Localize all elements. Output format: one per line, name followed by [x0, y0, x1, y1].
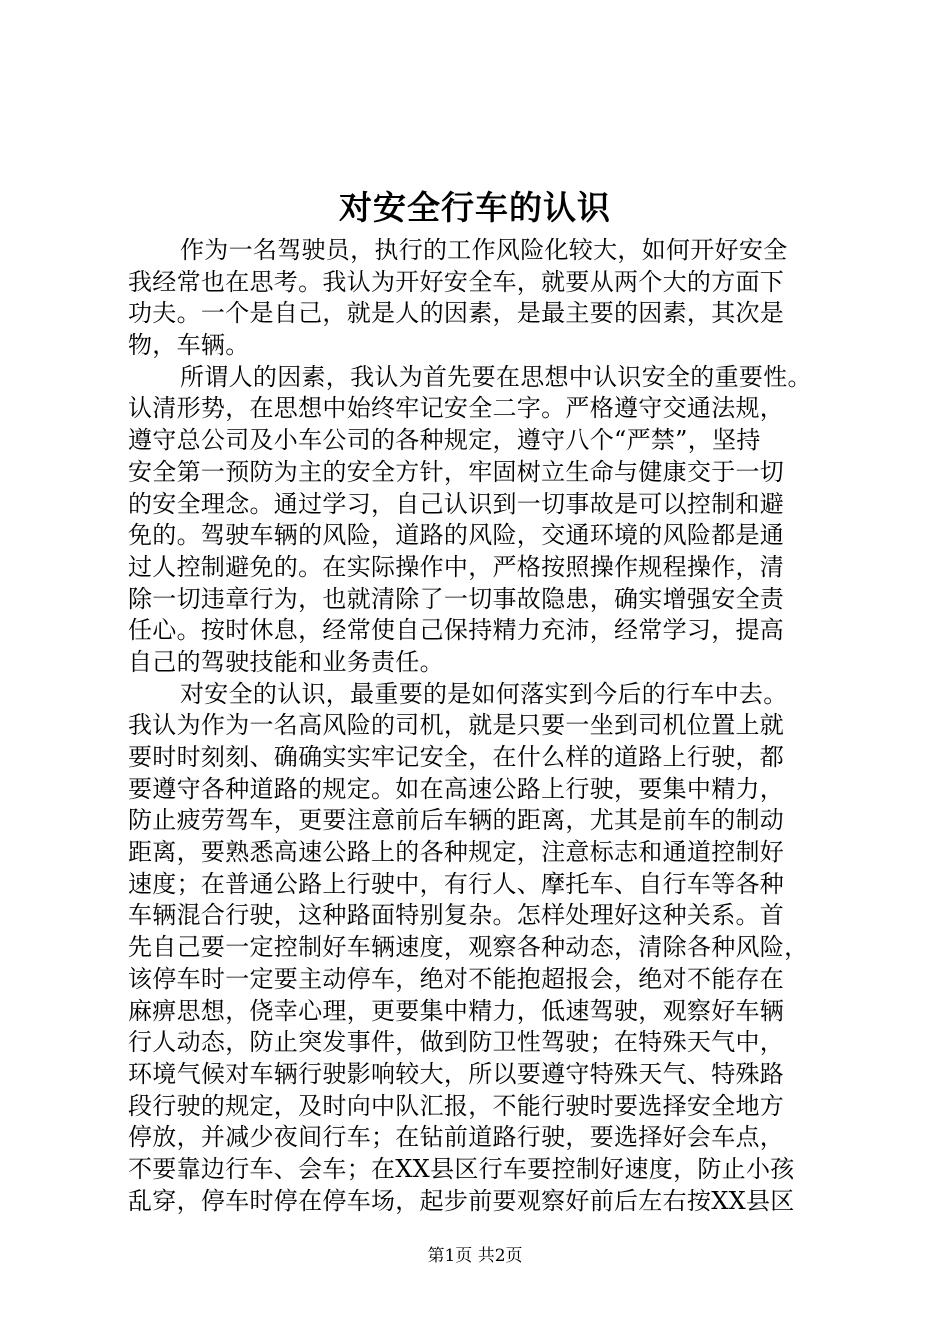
- paragraph-line: 物，车辆。: [128, 331, 250, 360]
- paragraph-line: 我经常也在思考。我认为开好安全车，就要从两个大的方面下: [128, 267, 785, 296]
- paragraph-line: 先自己要一定控制好车辆速度，观察各种动态，清除各种风险，: [128, 933, 809, 962]
- paragraph-line: 安全第一预防为主的安全方针，牢固树立生命与健康交于一切: [128, 457, 785, 486]
- paragraph-line: 过人控制避免的。在实际操作中，严格按照操作规程操作，清: [128, 552, 785, 581]
- paragraph-line: 要遵守各种道路的规定。如在高速公路上行驶，要集中精力，: [128, 774, 785, 803]
- paragraph-line: 不要靠边行车、会车；在XX县区行车要控制好速度，防止小孩: [128, 1154, 795, 1183]
- paragraph-line: 遵守总公司及小车公司的各种规定，遵守八个“严禁”，坚持: [128, 426, 761, 455]
- paragraph-line: 自己的驾驶技能和业务责任。: [128, 647, 444, 676]
- paragraph-line: 功夫。一个是自己，就是人的因素，是最主要的因素，其次是: [128, 299, 785, 328]
- paragraph-line: 除一切违章行为，也就清除了一切事故隐患，确实增强安全责: [128, 584, 785, 613]
- page-number-footer: 第1页 共2页: [427, 1246, 523, 1266]
- paragraph-line: 免的。驾驶车辆的风险，道路的风险，交通环境的风险都是通: [128, 521, 785, 550]
- paragraph-line: 乱穿，停车时停在停车场，起步前要观察好前后左右按XX县区: [128, 1186, 795, 1215]
- paragraph-line: 段行驶的规定，及时向中队汇报，不能行驶时要选择安全地方: [128, 1091, 785, 1120]
- document-body: [128, 235, 838, 1217]
- paragraph-line: 认清形势，在思想中始终牢记安全二字。严格遵守交通法规，: [128, 394, 785, 423]
- paragraph-line: 所谓人的因素，我认为首先要在思想中认识安全的重要性。: [180, 362, 812, 391]
- paragraph-line: 任心。按时休息，经常使自己保持精力充沛，经常学习，提高: [128, 616, 785, 645]
- paragraph-line: 该停车时一定要主动停车，绝对不能抱超报会，绝对不能存在: [128, 964, 785, 993]
- paragraph-line: 距离，要熟悉高速公路上的各种规定，注意标志和通道控制好: [128, 838, 785, 867]
- paragraph-line: 停放，并减少夜间行车；在钻前道路行驶，要选择好会车点，: [128, 1123, 785, 1152]
- paragraph-line: 我认为作为一名高风险的司机，就是只要一坐到司机位置上就: [128, 711, 785, 740]
- document-title: 对安全行车的认识: [339, 188, 611, 227]
- paragraph-line: 麻痹思想，侥幸心理，更要集中精力，低速驾驶，观察好车辆: [128, 996, 785, 1025]
- paragraph-line: 速度；在普通公路上行驶中，有行人、摩托车、自行车等各种: [128, 869, 785, 898]
- paragraph-line: 防止疲劳驾车，更要注意前后车辆的距离，尤其是前车的制动: [128, 806, 785, 835]
- paragraph-line: 车辆混合行驶，这种路面特别复杂。怎样处理好这种关系。首: [128, 901, 785, 930]
- paragraph-line: 作为一名驾驶员，执行的工作风险化较大，如何开好安全: [180, 236, 788, 264]
- paragraph-line: 对安全的认识，最重要的是如何落实到今后的行车中去。: [180, 679, 788, 708]
- paragraph-line: 的安全理念。通过学习，自己认识到一切事故是可以控制和避: [128, 489, 785, 518]
- paragraph-line: 要时时刻刻、确确实实牢记安全，在什么样的道路上行驶，都: [128, 743, 785, 771]
- paragraph-line: 行人动态，防止突发事件，做到防卫性驾驶；在特殊天气中，: [128, 1028, 785, 1057]
- paragraph-line: 环境气候对车辆行驶影响较大，所以要遵守特殊天气、特殊路: [128, 1059, 785, 1088]
